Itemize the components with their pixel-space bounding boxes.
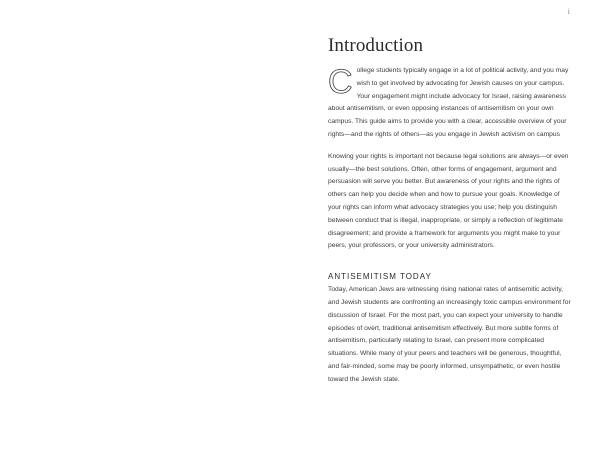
antisemitism-paragraph-1: Today, American Jews are witnessing rising national rates of antisemitic activity, and Jewish students are confronting an increasingly toxic campus environment for discussion of Israel. For the most part, you can expect your university to handle episodes of overt, traditional antisemitism effectively. But more subtle forms of antisemitism, particularly relating to Israel, can present more complicated situations. While many of your peers and teachers will be generous, thoughtful, and fair-minded, some may be poorly informed, unsympathetic, or even hostile toward the Jewish state. [328,286,571,383]
intro-paragraph-2: Knowing your rights is important not because legal solutions are always—or even usually—the best solutions. Often, other forms of engagement, argument and persuasion will serve you better. But awareness of your rights and the rights of others can help you decide when and how to pursue your goals. Knowledge of your rights can inform what advocacy strategies you use; help you distinguish between conduct that is illegal, inappropriate, or simply a reflection of legitimate disagreement; and provide a framework for arguments you might make to your peers, your professors, or your university administrators. [328,152,569,250]
drop-cap-letter: C [328,63,353,101]
section-heading-antisemitism: ANTISEMITISM TODAY [328,272,432,282]
page-number: i [568,9,570,16]
intro-paragraph-1-text: ollege students typically engage in a lot of political activity, and you may wish to get involved by advocating for Jewish causes on your campus. Your engagement might include advocacy for Israel, raising awareness about antisemitism, or even opposing instances of antisemitism on your own campus. This guide aims to provide you with a clear, accessible overview of your rights—and the rights of others—as you engage in Jewish activism on campus [328,67,569,138]
document-content [328,34,574,395]
intro-paragraph-1 [328,65,574,142]
page-title: Introduction [328,35,424,56]
